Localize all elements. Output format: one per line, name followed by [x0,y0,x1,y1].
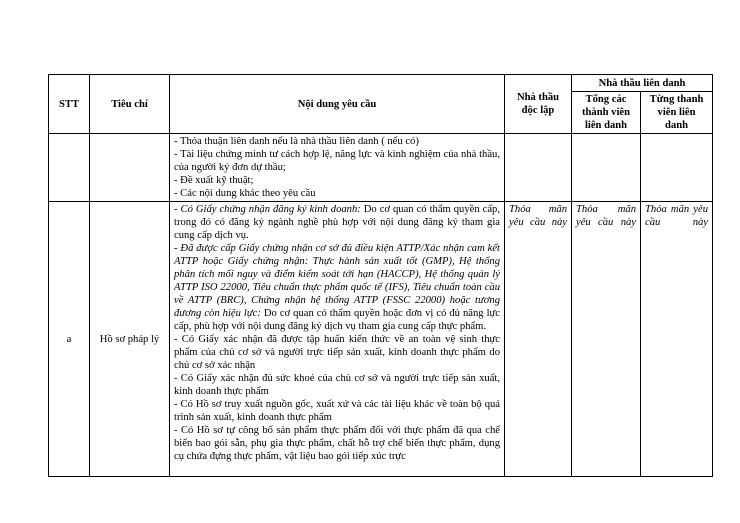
row1-line: - Các nội dung khác theo yêu cầu [174,188,316,199]
table-row [49,202,713,477]
header-content: Nội dung yêu cầu [170,75,505,134]
header-joint-contractor: Nhà thầu liên danh [572,75,713,92]
requirement-item: - Có Giấy chứng nhận đăng ký kinh doanh: Do cơ quan có thẩm quyền cấp, trong đó có đăng ký ngành nghề phù hợp với nội dung đăng ký tham gia cung cấp dịch vụ. [174,204,500,241]
header-independent-contractor: Nhà thầu độc lập [505,75,572,134]
row1-eval-joint-each [641,134,713,202]
requirements-table [48,74,713,477]
row2-eval-independent: Thỏa mãn yêu cầu này [505,202,572,477]
row1-line: - Tài liệu chứng minh tư cách hợp lệ, năng lực và kinh nghiệm của nhà thầu, của người ký đơn dự thầu; [174,149,500,173]
row2-content [170,202,505,477]
row1-content [170,134,505,202]
row1-eval-joint-total [572,134,641,202]
header-joint-total: Tổng các thành viên liên danh [572,92,641,134]
requirement-item: - Có Hồ sơ tự công bố sản phẩm thực phẩm đối với thực phẩm đã qua chế biến bao gói sẵn, phụ gia thực phẩm, chất hỗ trợ chế biến thực phẩm, dụng cụ chứa đựng thực phẩm, vật liệu bao gói tiếp xúc trực [174,425,500,462]
header-criteria: Tiêu chí [90,75,170,134]
row1-line: - Đề xuất kỹ thuật; [174,175,254,186]
row2-criteria: Hồ sơ pháp lý [90,202,170,477]
row2-eval-joint-each: Thỏa mãn yêu cầu này [641,202,713,477]
requirement-item: - Có Giấy xác nhận đủ sức khoẻ của chủ cơ sở và người trực tiếp sản xuất, kinh doanh thực phẩm [174,373,500,397]
header-joint-each: Từng thanh viên liên danh [641,92,713,134]
row2-eval-joint-total: Thỏa mãn yêu cầu này [572,202,641,477]
requirement-item: - Có Giấy xác nhận đã được tập huấn kiến thức về an toàn vệ sinh thực phẩm của chủ cơ sở và người trực tiếp sản xuất, kinh doanh thực phẩm do chủ cơ sở xác nhận [174,334,500,371]
table-row [49,134,713,202]
header-stt: STT [49,75,90,134]
row2-stt: a [49,202,90,477]
row1-eval-independent [505,134,572,202]
requirement-item: - Đã được cấp Giấy chứng nhận cơ sở đủ điều kiện ATTP/Xác nhận cam kết ATTP hoặc Giấy chứng nhận: Thực hành sản xuất tốt (GMP), Hệ thống phân tích mối nguy và điểm kiểm soát tới hạn (HACCP), Hệ thống quản lý ATTP ISO 22000, Tiêu chuẩn thực phẩm quốc tế (IFS), Tiêu chuẩn toàn cầu về ATTP (BRC), Chứng nhận hệ thống ATTP (FSSC 22000) hoặc tương đương còn hiệu lực: Do cơ quan có thẩm quyền hoặc đơn vị có đủ năng lực cấp, phù hợp với nội dung đăng ký dịch vụ tham gia cung cấp thực phẩm. [174,243,500,332]
row1-line: - Thỏa thuận liên danh nếu là nhà thầu liên danh ( nếu có) [174,136,419,147]
row1-criteria [90,134,170,202]
row1-stt [49,134,90,202]
requirement-item: - Có Hồ sơ truy xuất nguồn gốc, xuất xứ và các tài liệu khác về toàn bộ quá trình sản xuất, kinh doanh thực phẩm [174,399,500,423]
